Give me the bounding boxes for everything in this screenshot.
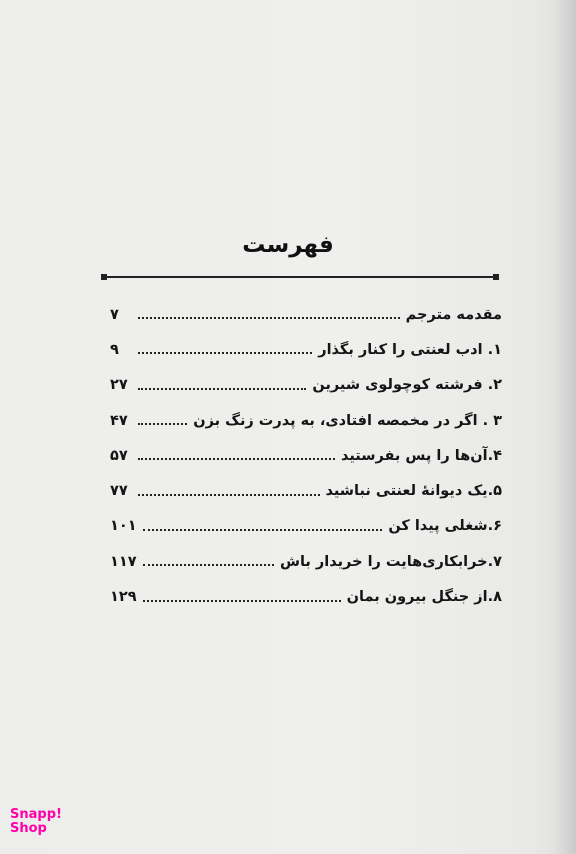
watermark-line-1: Snapp! [10,807,62,822]
toc-leader-dots [143,600,341,602]
toc-entry-label: ۷.خرابکاری‌هایت را خریدار باش [279,553,502,570]
toc-entry-page: ۵۷ [110,447,128,464]
toc-entry-label: ۵.یک دیوانهٔ لعنتی نباشید [325,483,502,500]
underline-right-end [493,274,499,280]
toc-entry [110,403,502,438]
toc-entry-page: ۱۱۷ [110,553,137,570]
toc-entry [110,579,502,614]
page-edge-shadow [552,0,576,854]
toc-entry-label: ۸.از جنگل بیرون بمان [346,589,502,606]
toc-entry [110,473,502,508]
toc-entry [110,544,502,579]
toc-entry-label: ۱. ادب لعنتی را کنار بگذار [318,341,502,358]
toc-entry-page: ۷۷ [110,483,128,500]
toc-leader-dots [138,423,187,425]
toc-leader-dots [143,564,274,566]
table-of-contents [110,297,502,615]
toc-leader-dots [138,388,306,390]
toc-entry-label: ۳ . اگر در مخمصه افتادی، به پدرت زنگ بزن [193,412,502,429]
snappshop-watermark-logo [10,808,62,836]
toc-leader-dots [138,352,312,354]
toc-entry-page: ۱۰۱ [110,518,137,535]
toc-entry-page: ۱۲۹ [110,589,137,606]
toc-entry-label: ۴.آن‌ها را پس بفرستید [341,447,502,464]
toc-leader-dots [143,529,383,531]
toc-entry-page: ۴۷ [110,412,128,429]
toc-entry [110,509,502,544]
toc-entry-page: ۹ [110,341,119,358]
toc-title: فهرست [242,232,334,258]
toc-leader-dots [138,458,335,460]
toc-entry-page: ۷ [110,306,119,323]
title-underline [104,276,496,278]
toc-entry [110,297,502,332]
toc-leader-dots [138,494,320,496]
toc-entry-label: ۲. فرشته کوچولوی شیرین [312,377,502,394]
toc-entry-label: ۶.شغلی پیدا کن [388,518,502,535]
toc-entry-label: مقدمه مترجم [405,306,502,323]
toc-leader-dots [138,317,400,319]
watermark-line-2: Shop [10,821,47,836]
toc-entry [110,368,502,403]
underline-left-end [101,274,107,280]
toc-entry [110,332,502,367]
toc-entry [110,438,502,473]
toc-entry-page: ۲۷ [110,377,128,394]
